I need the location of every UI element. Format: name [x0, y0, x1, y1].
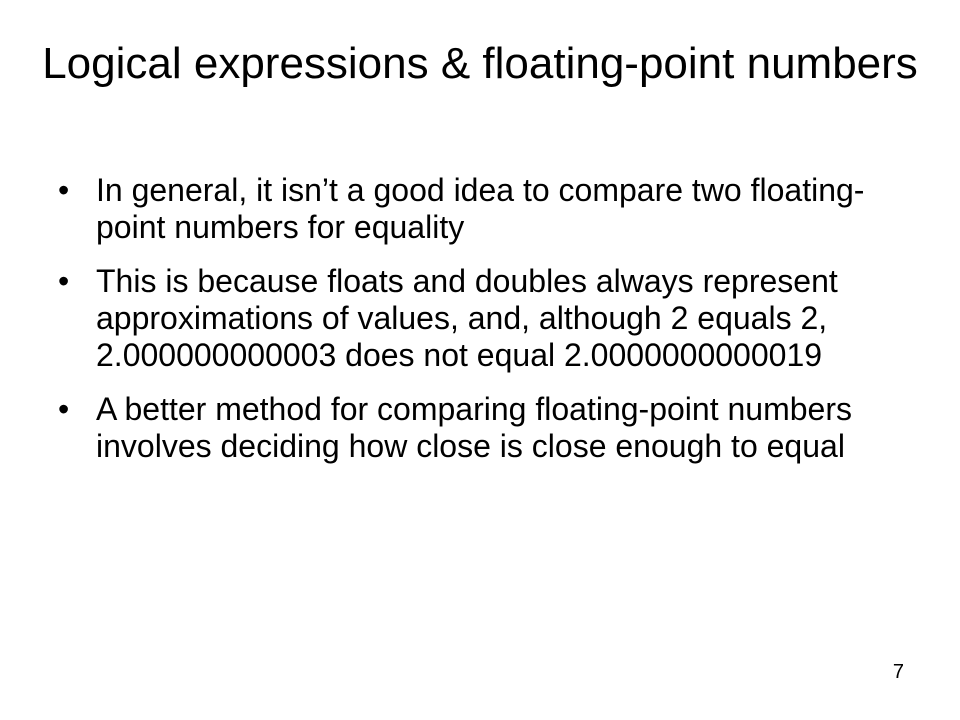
bullet-marker: • [58, 172, 70, 208]
bullet-text: A better method for comparing floating-point numbers involves deciding how close is close enough to equal [96, 391, 852, 464]
bullet-text: In general, it isn’t a good idea to compare two floating-point numbers for equality [96, 172, 865, 245]
bullet-marker: • [58, 391, 70, 427]
bullet-text: This is because floats and doubles always represent approximations of values, and, although 2 equals 2, 2.000000000003 does not equal 2.0000000000019 [96, 263, 838, 373]
bullet-item [58, 263, 924, 374]
bullet-item [58, 391, 924, 465]
bullet-marker: • [58, 263, 70, 299]
bullet-item [58, 172, 924, 246]
slide-title: Logical expressions & floating-point numbers [42, 39, 918, 88]
page-number: 7 [892, 661, 904, 683]
bullet-list [58, 172, 924, 482]
